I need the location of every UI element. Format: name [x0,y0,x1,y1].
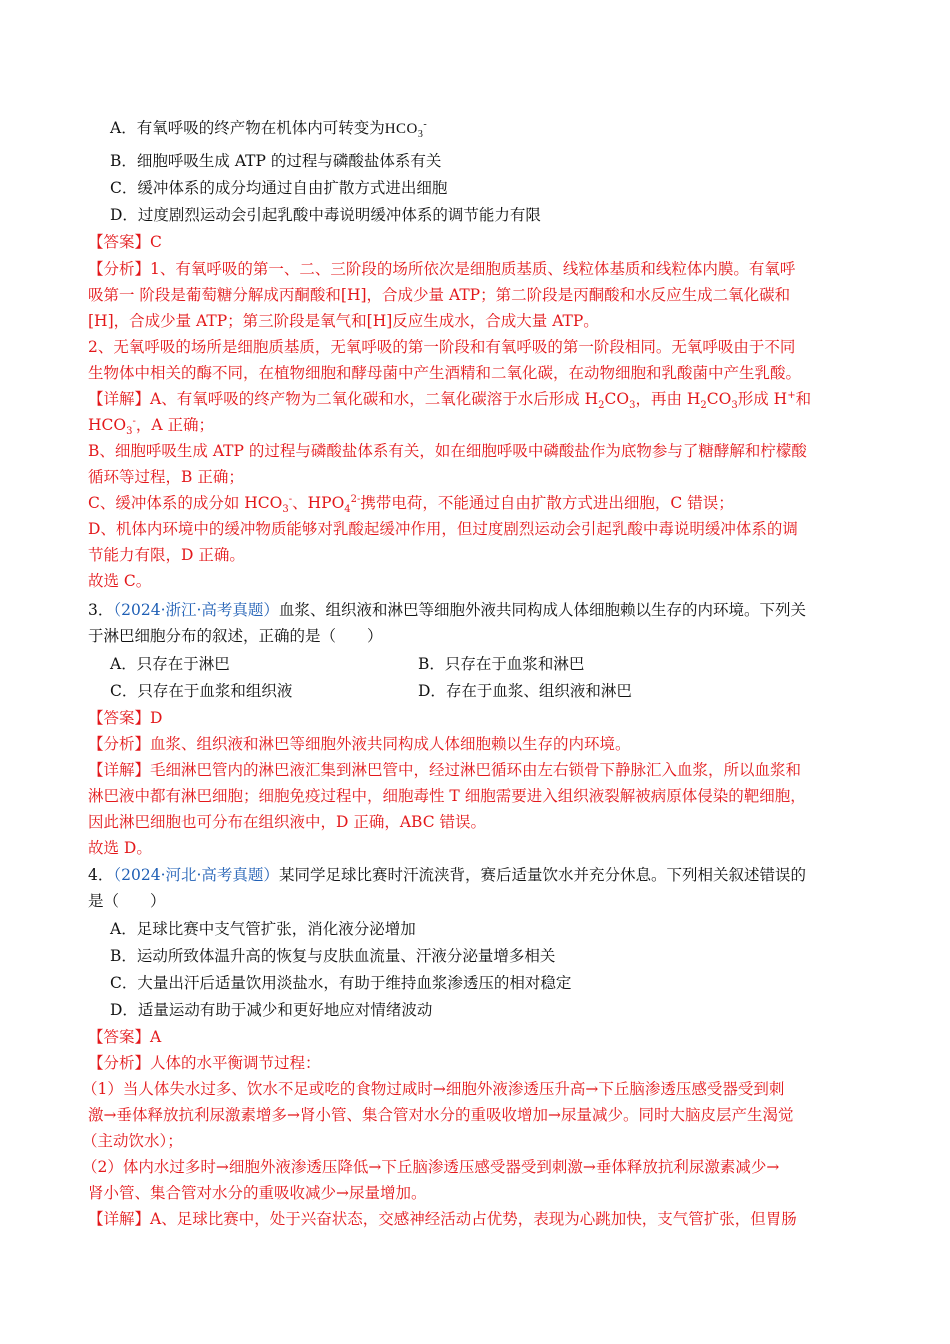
q4-analysis-line: （2）体内水过多时→细胞外液渗透压降低→下丘脑渗透压感受器受到刺激→垂体释放抗利尿激素减少→ [82,1158,780,1176]
sup: 2- [350,493,361,505]
text: 形成 H [737,390,788,408]
q3-detail-line: 因此淋巴细胞也可分布在组织液中，D 正确，ABC 错误。 [88,813,487,831]
text: CO [706,390,732,408]
q2-choice: 故选 C。 [88,572,152,590]
text: 和 [795,390,812,408]
q4-option-c: C．大量出汗后适量饮用淡盐水，有助于维持血浆渗透压的相对稳定 [110,974,572,992]
q4-analysis-line: 激→垂体释放抗利尿激素增多→肾小管、集合管对水分的重吸收增加→尿量减少。同时大脑皮层产生渴觉 [88,1106,794,1124]
q4-stem [88,865,806,885]
q4-analysis-line: （1）当人体失水过多、饮水不足或吃的食物过咸时→细胞外液渗透压升高→下丘脑渗透压感受器受到刺 [82,1080,785,1098]
text: 【详解】A、有氧呼吸的终产物为二氧化碳和水，二氧化碳溶于水后形成 H [88,390,599,408]
sup: + [787,389,796,401]
q2-detail-line: 节能力有限，D 正确。 [88,546,245,564]
q3-option-b: B．只存在于血浆和淋巴 [418,655,585,673]
question-source: （2024·浙江·高考真题） [113,601,279,619]
text: CO [604,390,630,408]
sub: 2 [700,400,707,412]
sub: 3 [126,426,133,438]
q4-option-a: A．足球比赛中支气管扩张，消化液分泌增加 [110,920,416,938]
text: 携带电荷，不能通过自由扩散方式进出细胞，C 错误； [360,494,734,512]
q4-analysis-line: 【分析】人体的水平衡调节过程： [88,1054,321,1072]
option-text: A．有氧呼吸的终产物在机体内可转变为 [110,119,385,137]
q3-analysis: 【分析】血浆、组织液和淋巴等细胞外液共同构成人体细胞赖以生存的内环境。 [88,735,631,753]
q4-option-d: D．适量运动有助于减少和更好地应对情绪波动 [110,1001,433,1019]
hco3-formula [384,119,428,140]
q2-option-a [110,118,427,139]
q2-detail-line: B、细胞呼吸生成 ATP 的过程与磷酸盐体系有关，如在细胞呼吸中磷酸盐作为底物参与了糖酵解和柠檬酸 [88,442,807,460]
question-stem: 某同学足球比赛时汗流浃背，赛后适量饮水并充分休息。下列相关叙述错误的 [278,866,806,884]
q3-stem-cont: 于淋巴细胞分布的叙述，正确的是（ ） [88,627,383,645]
sub: 3 [282,504,289,516]
q4-option-b: B．运动所致体温升高的恢复与皮肤血流量、汗液分泌量增多相关 [110,947,556,965]
q3-detail-line: 淋巴液中都有淋巴细胞；细胞免疫过程中，细胞毒性 T 细胞需要进入组织液裂解被病原体侵染的靶细胞， [88,787,806,805]
sub: 3 [629,400,636,412]
q3-option-a: A．只存在于淋巴 [110,655,230,673]
text: ，再由 H [635,390,701,408]
q2-detail-line [88,493,734,516]
q4-analysis-line: （主动饮水）； [82,1132,183,1150]
sub: 4 [344,504,351,516]
q2-option-c: C．缓冲体系的成分均通过自由扩散方式进出细胞 [110,179,448,197]
formula-base: HCO [384,121,418,137]
text: HCO [88,416,127,434]
sub: 3 [731,400,738,412]
q2-detail-line: D、机体内环境中的缓冲物质能够对乳酸起缓冲作用，但过度剧烈运动会引起乳酸中毒说明缓冲体系的调 [88,520,798,538]
q4-stem-cont: 是（ ） [88,892,166,910]
formula-sub: 3 [417,129,424,140]
q3-stem [88,600,806,620]
q2-detail-line [88,389,812,412]
text: 、HPO [292,494,345,512]
q3-answer: 【答案】D [88,709,163,727]
q2-analysis-line: [H]，合成少量 ATP；第三阶段是氧气和[H]反应生成水，合成大量 ATP。 [88,312,599,330]
question-source: （2024·河北·高考真题） [113,866,279,884]
question-number: 4． [88,866,114,884]
sup: - [288,493,293,505]
q2-analysis-line: 2、无氧呼吸的场所是细胞质基质，无氧呼吸的第一阶段和有氧呼吸的第一阶段相同。无氧呼吸由于不同 [88,338,796,356]
q3-option-d: D．存在于血浆、组织液和淋巴 [418,682,632,700]
question-stem: 血浆、组织液和淋巴等细胞外液共同构成人体细胞赖以生存的内环境。下列关 [278,601,806,619]
q2-detail-line: 循环等过程，B 正确； [88,468,244,486]
q2-option-d: D．过度剧烈运动会引起乳酸中毒说明缓冲体系的调节能力有限 [110,206,541,224]
question-number: 3． [88,601,114,619]
formula-sup: - [423,119,428,130]
q3-option-c: C．只存在于血浆和组织液 [110,682,293,700]
text: C、缓冲体系的成分如 HCO [88,494,283,512]
q2-answer: 【答案】C [88,233,162,251]
q2-analysis-line: 【分析】1、有氧呼吸的第一、二、三阶段的场所依次是细胞质基质、线粒体基质和线粒体内膜。有氧呼 [88,260,796,278]
q2-analysis-line: 吸第一 阶段是葡萄糖分解成丙酮酸和[H]，合成少量 ATP；第二阶段是丙酮酸和水反应生成二氧化碳和 [88,286,791,304]
q2-detail-line [88,415,214,438]
q3-detail-line: 【详解】毛细淋巴管内的淋巴液汇集到淋巴管中，经过淋巴循环由左右锁骨下静脉汇入血浆，所以血浆和 [88,761,802,779]
q3-choice: 故选 D。 [88,839,152,857]
q2-option-b: B．细胞呼吸生成 ATP 的过程与磷酸盐体系有关 [110,152,442,170]
q4-analysis-line: 肾小管、集合管对水分的重吸收减少→尿量增加。 [88,1184,427,1202]
sub: 2 [598,400,605,412]
q4-detail-line: 【详解】A、足球比赛中，处于兴奋状态，交感神经活动占优势，表现为心跳加快，支气管扩张，但胃肠 [88,1210,797,1228]
q4-answer: 【答案】A [88,1028,162,1046]
sup: - [132,415,136,427]
q2-analysis-line: 生物体中相关的酶不同，在植物细胞和酵母菌中产生酒精和二氧化碳，在动物细胞和乳酸菌中产生乳酸。 [88,364,802,382]
text: ，A 正确； [135,416,214,434]
